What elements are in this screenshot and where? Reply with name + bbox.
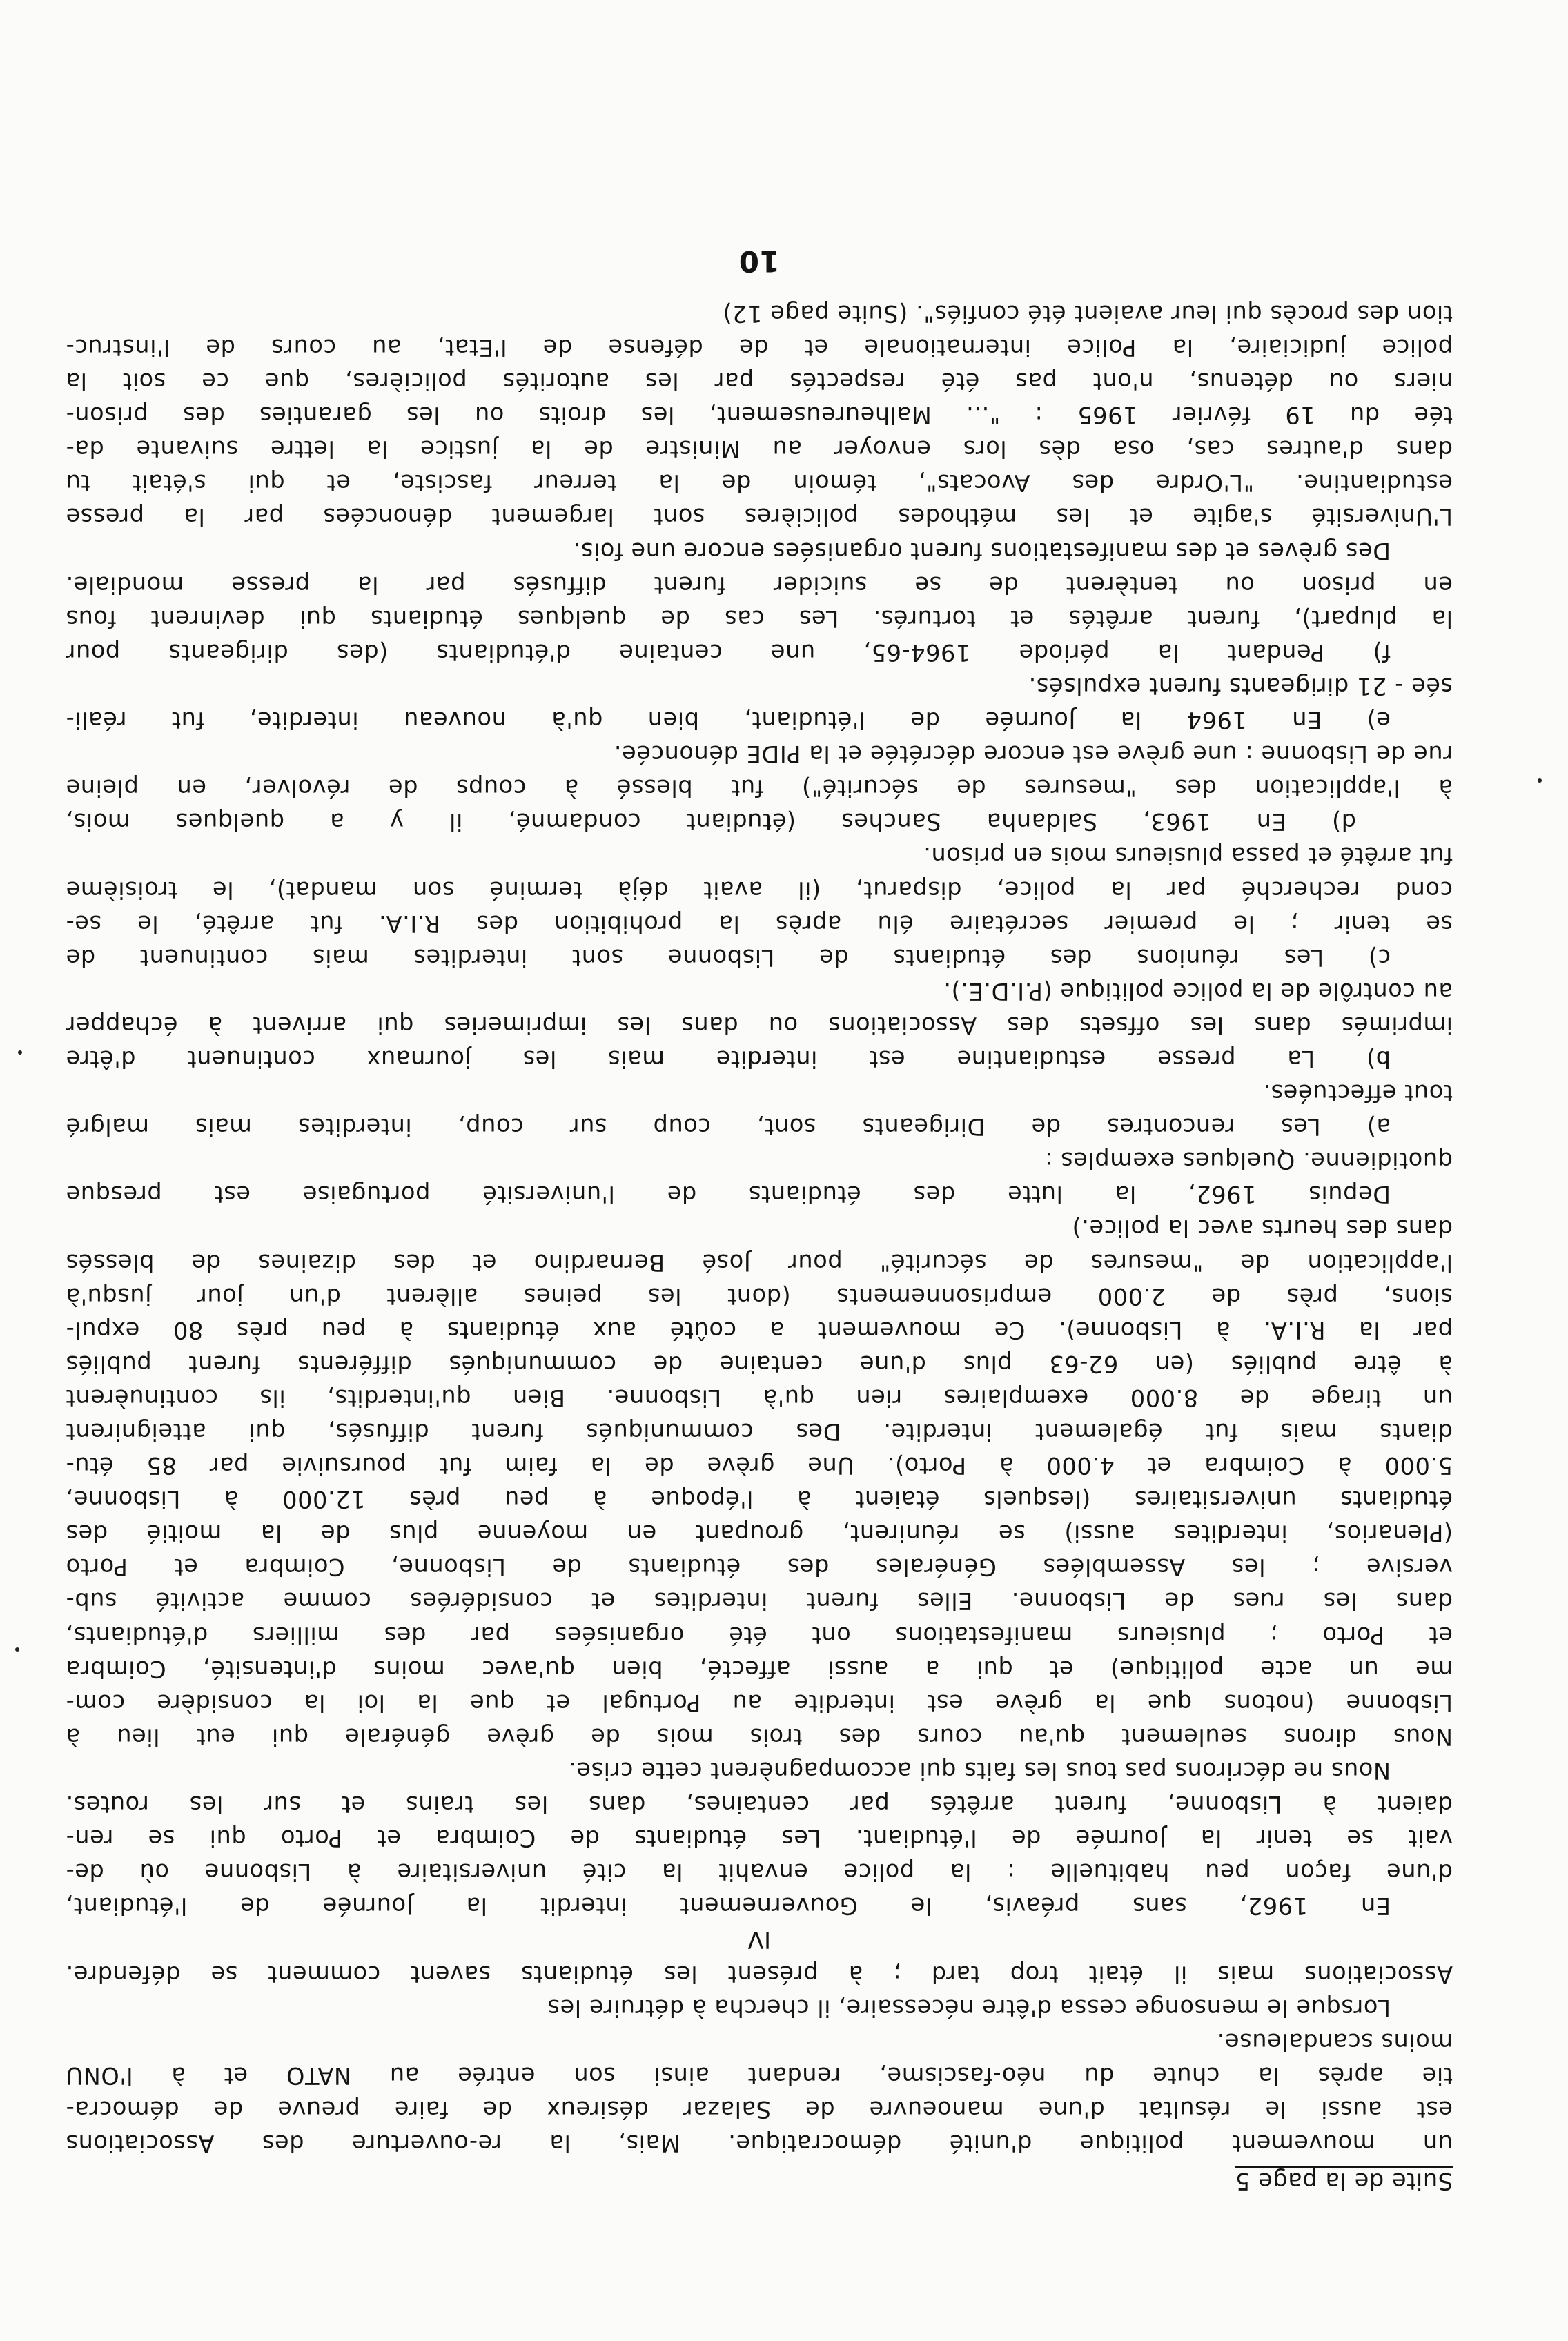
text-line: étudiants universitaires (lesquels étaient à l'époque à peu près 12.000 à Lisbonne, (66, 1486, 1453, 1514)
text-line: et Porto ; plusieurs manifestations ont été organisées par des milliers d'étudiants, (66, 1621, 1453, 1649)
text-line: vait se tenir la Journée de l'étudiant. Les étudiants de Coimbra et Porto qui se ren- (66, 1825, 1453, 1852)
section-heading: IV (747, 1926, 771, 1954)
text-line: Des grèves et des manifestations furent organisées encore une fois. (573, 537, 1391, 565)
text-line: L'Université s'agite et les méthodes policières sont largement dénoncées par la presse (66, 503, 1453, 531)
text-line: c) Les réunions des étudiants de Lisbonne sont interdites mais continuent de (66, 943, 1391, 971)
text-line: Associations mais il était trop tard ; à présent les étudiants savent comment se défendre. (66, 1960, 1453, 1988)
text-line: police judiciaire, la Police internationale et de défense de l'Etat, au cours de l'instruc- (66, 334, 1453, 362)
text-line: b) La presse estudiantine est interdite mais les journaux continuent d'être (66, 1046, 1391, 1072)
text-line: à l'application des "mesures de sécurité") fut blessé à coups de révolver, en pleine (66, 774, 1453, 802)
text-line: versive ; les Assemblées Générales des étudiants de Lisbonne, Coimbra et Porto (66, 1554, 1453, 1581)
text-line: Lorsque le mensonge cessa d'être nécessaire, il chercha à détruire les (547, 1994, 1391, 2021)
text-line: fut arrêté et passa plusieurs mois en prison. (923, 842, 1453, 870)
text-line: un mouvement politique d'unité démocratique. Mais, la re-ouverture des Associations (66, 2130, 1453, 2157)
text-line: a) Les rencontres de Dirigeants sont, coup sur coup, interdites mais malgré (66, 1113, 1391, 1141)
text-line: se tenir ; le premier secrétaire élu après la prohibition des R.I.A. fut arrêté, le se- (66, 910, 1453, 937)
text-line: rue de Lisbonne : une grève est encore décrétée et la PIDE dénoncée. (614, 741, 1453, 768)
text-line: tout effectuées. (1262, 1079, 1453, 1107)
text-line: En 1962, sans préavis, le Gouvernement interdit la Journée de l'étudiant, (66, 1892, 1391, 1920)
text-line: estudiantine. "L'Ordre des Avocats", témoin de la terreur fasciste, et qui s'était tu (66, 469, 1453, 497)
scan-speck (15, 1647, 19, 1652)
text-line: Depuis 1962, la lutte des étudiants de l'université portugaise est presque (66, 1181, 1391, 1208)
text-line: imprimés dans les offsets des Associations ou dans les imprimeries qui arrivent à échapper (66, 1011, 1453, 1039)
text-line: dans des heurts avec la police.) (1071, 1215, 1453, 1242)
text-line: dans les rues de Lisbonne. Elles furent interdites et considérées comme activité sub- (66, 1587, 1453, 1615)
text-line: sée - 21 dirigeants furent expulsés. (1028, 672, 1453, 700)
text-line: dans d'autres cas, osa dès lors envoyer au Ministre de la justice la lettre suivante da- (66, 435, 1453, 463)
text-line: tion des procès qui leur avaient été confiés". (Suite page 12) (722, 300, 1453, 327)
text-line: tie après la chute du néo-fascisme, rendant ainsi son entrée au NATO et à l'ONU (66, 2061, 1453, 2089)
text-line: un tirage de 8.000 exemplaires rien qu'à Lisbonne. Bien qu'interdits, ils continuèrent (66, 1384, 1453, 1411)
text-line: me un acte politique) et qui a aussi affecté, bien qu'avec moins d'intensité, Coimbra (66, 1655, 1453, 1683)
scan-speck (18, 1050, 22, 1055)
text-line: l'application de "mesures de sécurité" pour José Bernardino et des dizaines de blessés (66, 1248, 1453, 1276)
text-line: d) En 1963, Saldanha Sanches (étudiant condamné, il y a quelques mois, (66, 808, 1356, 836)
text-line: daient à Lisbonne, furent arrêtés par centaines, dans les trains et sur les routes. (66, 1791, 1453, 1819)
text-line: (Plenarios, interdites aussi) se réunirent, groupant en moyenne plus de la moitié des (66, 1520, 1453, 1547)
text-line: Nous dirons seulement qu'au cours des trois mois de grève générale qui eut lieu à (66, 1723, 1453, 1750)
text-line: quotidienne. Quelques exemples : (1044, 1147, 1453, 1175)
upside-down-text-block (66, 141, 1453, 2202)
text-line: diants mais fut également interdite. Des communiqués furent diffusés, qui atteignirent (66, 1418, 1453, 1446)
text-line: tée du 19 février 1965 : "... Malheureusement, les droits ou les garanties des prison- (66, 402, 1453, 429)
text-line: la plupart), furent arrêtés et torturés. Les cas de quelques étudiants qui devinrent fous (66, 605, 1453, 632)
text-line: est aussi le résultat d'une manoeuvre de Salazar désireux de faire preuve de démocra- (66, 2095, 1453, 2123)
text-line: en prison ou tentèrent de se suicider furent diffusés par la presse mondiale. (66, 571, 1453, 598)
text-line: Lisbonne (notons que la grève est interdite au Portugal et que la loi la considère com- (66, 1689, 1453, 1716)
page-number: 10 (738, 244, 780, 278)
text-line: à être publiés (en 62-63 plus d'une centaine de communiqués différents furent publiés (66, 1350, 1453, 1378)
text-line: e) En 1964 la Journée de l'étudiant, bien qu'à nouveau interdite, fut réali- (66, 707, 1391, 734)
continued-from-reference: Suite de la page 5 (1235, 2168, 1453, 2195)
text-line: sions, près de 2.000 emprisonnements (dont les peines allèrent d'un jour jusqu'à (66, 1282, 1453, 1310)
text-line: 5.000 à Coimbra et 4.000 à Porto). Une grève de la faim fut poursuivie par 85 étu- (66, 1452, 1453, 1480)
scan-speck (1538, 778, 1542, 783)
text-line: niers ou détenus, n'ont pas été respectés par les autorités policières, que ce soit la (66, 368, 1453, 395)
text-line: cond recherché par la police, disparut, (il avait déjà terminé son mandat), le troisième (66, 876, 1453, 903)
text-line: f) Pendant la période 1964-65, une centaine d'étudiants (des dirigeants pour (66, 638, 1391, 666)
text-line: d'une façon peu habituelle : la police envahit la cité universitaire à Lisbonne où de- (66, 1859, 1453, 1886)
text-line: moins scandaleuse. (1217, 2028, 1453, 2055)
text-line: au contrôle de la police politique (P.I.D.E.). (943, 977, 1453, 1005)
text-line: Nous ne décrirons pas tous les faits qui accompagnèrent cette crise. (568, 1756, 1391, 1784)
text-line: par la R.I.A. à Lisbonne). Ce mouvement a coûté aux étudiants à peu près 80 expul- (66, 1316, 1453, 1344)
